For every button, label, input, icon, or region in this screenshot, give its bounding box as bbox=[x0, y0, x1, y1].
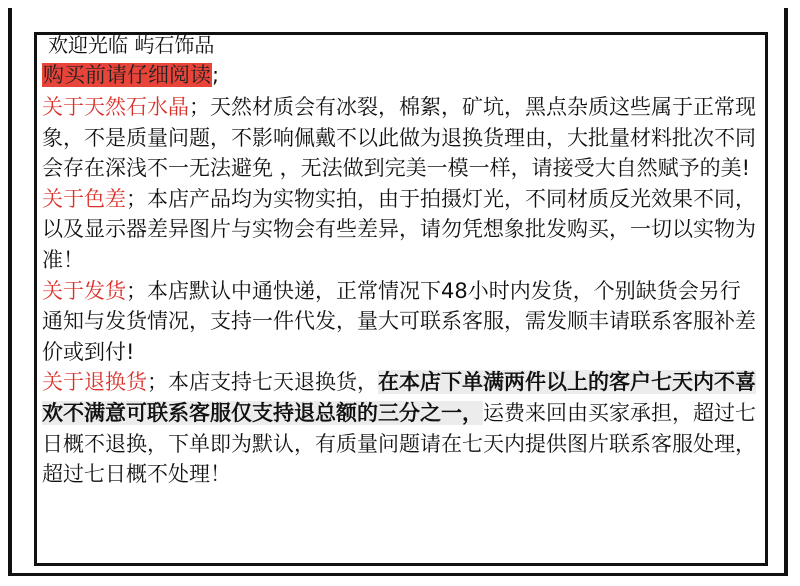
policy-text bbox=[42, 92, 758, 490]
section-body-end: 运费来回由买家承担，超过七日概不退换，下单即为默认，有质量问题请在七天内提供图片联系客服处理，超过七日概不处理！ bbox=[42, 400, 756, 487]
section-natural-stone bbox=[42, 92, 758, 184]
section-returns bbox=[42, 367, 758, 489]
section-body: ；天然材质会有冰裂，棉絮，矿坑，黑点杂质这些属于正常现象，不是质量问题，不影响佩戴不以此做为退换货理由，大批量材料批次不同会存在深浅不一无法避免 ，无法做到完美一模一样，请接受大自然赋予的美! bbox=[42, 95, 756, 181]
section-heading: 关于色差 bbox=[42, 186, 126, 211]
read-before-purchase-suffix: ; bbox=[212, 63, 220, 87]
read-before-purchase-highlight: 购买前请仔细阅读 bbox=[43, 63, 211, 87]
section-body: ；本店产品均为实物实拍，由于拍摄灯光，不同材质反光效果不同，以及显示器差异图片与实物会有些差异，请勿凭想象批发购买，一切以实物为准！ bbox=[42, 186, 756, 272]
section-heading: 关于发货 bbox=[42, 278, 126, 303]
section-shipping bbox=[42, 276, 758, 368]
shop-welcome-title: 欢迎光临 屿石饰品 bbox=[48, 33, 215, 57]
read-before-purchase-line bbox=[42, 60, 219, 90]
section-body-start: ；本店支持七天退换货， bbox=[147, 370, 378, 395]
section-heading: 关于天然石水晶 bbox=[42, 95, 189, 119]
section-body: ；本店默认中通快递，正常情况下48小时内发货，个别缺货会另行通知与发货情况，支持一件代发，量大可联系客服，需发顺丰请联系客服补差价或到付! bbox=[42, 278, 756, 364]
section-color-difference bbox=[42, 184, 758, 276]
section-body-emphasis: 在本店下单满两件以上的客户七天内不喜欢不满意可联系客服仅支持退总额的三分之一， bbox=[42, 370, 756, 425]
section-heading: 关于退换货 bbox=[42, 370, 147, 395]
